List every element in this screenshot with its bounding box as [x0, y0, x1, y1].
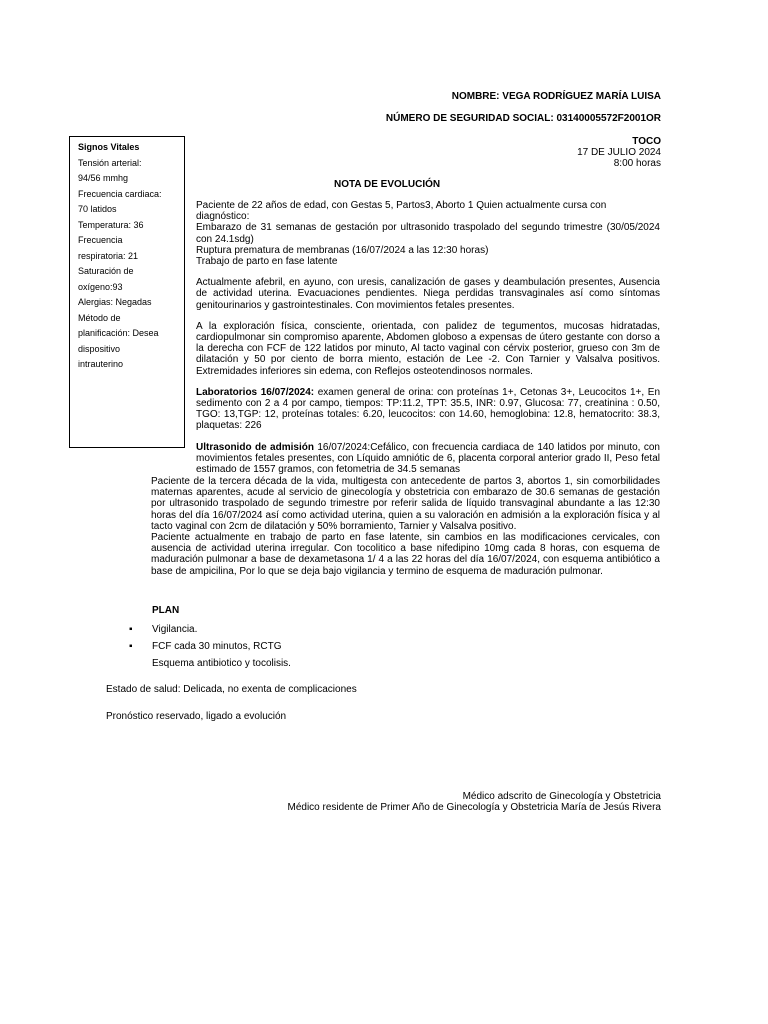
plan-item-text: Vigilancia.: [152, 624, 198, 635]
social-security-number: NÚMERO DE SEGURIDAD SOCIAL: 03140005572F2001OR: [385, 113, 661, 124]
clinical-summary: [151, 476, 660, 577]
ultrasound-label: Ultrasonido de admisión: [196, 441, 314, 453]
vital-line: Saturación de: [78, 266, 134, 276]
diagnosis-line: Paciente de 22 años de edad, con Gestas 5, Partos3, Aborto 1 Quien actualmente cursa con diagnóstico:: [196, 200, 607, 223]
square-bullet-icon: ▪: [129, 641, 133, 652]
vital-signs-title: Signos Vitales: [78, 142, 140, 152]
physical-exam-paragraph: A la exploración física, consciente, orientada, con palidez de tegumentos, mucosas hidratadas, cardiopulmonar sin compromiso aparente, Abdomen globoso a expensas de útero gestante con dorso a la derecha con FCF de 122 latidos por minuto, Al tacto vaginal con cérvix posterior, grueso con 3m de dilatación y 50 por ciento de borra miento, estación de Lee -2. Con Tarnier y Valsalva positivos. Extremidades inferiores sin edema, con Reflejos osteotendinosos normales.: [196, 320, 660, 377]
health-status: Estado de salud: Delicada, no exenta de complicaciones: [106, 684, 357, 695]
plan-item: [129, 624, 291, 641]
diagnosis-line: Ruptura prematura de membranas (16/07/2024 a las 12:30 horas): [196, 244, 489, 256]
vital-line: Frecuencia cardiaca:: [78, 188, 162, 199]
plan-item-text: Esquema antibiotico y tocolisis.: [152, 658, 291, 669]
vital-line: Temperatura: 36: [78, 219, 144, 230]
plan-item: [129, 641, 291, 658]
header-meta: [577, 136, 661, 169]
prognosis: Pronóstico reservado, ligado a evolución: [106, 711, 287, 722]
note-time: 8:00 horas: [613, 158, 661, 169]
vital-line: Alergias: Negadas: [78, 297, 152, 307]
summary-paragraph: Paciente actualmente en trabajo de parto en fase latente, sin cambios en las modificaciones cervicales, con ausencia de actividad uterina irregular. Con tocolitico a base nifedipino 10mg cada 8 horas, con esquema de maduración pulmonar a base de dexametasona 1/ 4 a las 22 horas del día 16/07/2024, con esquema antibiótico a base de ampicilina, Por lo que se deja bajo vigilancia y termino de esquema de maduración pulmonar.: [151, 532, 660, 577]
note-title: NOTA DE EVOLUCIÓN: [334, 179, 441, 190]
square-bullet-icon: ▪: [129, 624, 133, 635]
signature-block: [287, 791, 661, 813]
diagnosis-line: Trabajo de parto en fase latente: [196, 256, 338, 268]
vital-line: Tensión arterial:: [78, 157, 142, 168]
vital-line: Método de: [78, 312, 121, 323]
plan-item-text: FCF cada 30 minutos, RCTG: [152, 641, 282, 652]
vital-line: 94/56 mmhg: [78, 173, 129, 183]
ultrasound-paragraph: [196, 442, 660, 476]
note-date: 17 DE JULIO 2024: [577, 147, 661, 158]
plan-section: [129, 605, 291, 675]
diagnosis-line: Embarazo de 31 semanas de gestación por ultrasonido traspolado del segundo trimestre (30/05/2024 con 24.1sdg): [196, 222, 660, 245]
vital-line: intrauterino: [78, 359, 124, 369]
vital-line: planificación: Desea: [78, 328, 159, 338]
vital-line: oxígeno:93: [78, 281, 123, 292]
vital-signs-box: [69, 136, 185, 448]
current-status-paragraph: Actualmente afebril, en ayuno, con uresis, canalización de gases y deambulación presentes, Ausencia de actividad uterina. Evacuaciones pendientes. Niega perdidas transvaginales así como síntomas genitourinarios y gastrointestinales. Con movimientos fetales presentes.: [196, 277, 660, 311]
vital-line: dispositivo: [78, 343, 121, 354]
vital-line: respiratoria: 21: [78, 250, 139, 261]
plan-item: [152, 658, 291, 675]
evolution-note-body: [196, 200, 660, 475]
plan-title: PLAN: [152, 605, 180, 616]
labs-text: examen general de orina: con proteínas 1+, Cetonas 3+, Leucocitos 1+, En sedimento con 2 a 4 por campo, tiempos: TP:11.2, TPT: 35.5, INR: 0.97, Glucosa: 77, creatinina : 0.50, TGO: 13,TGP: 12, proteínas totales: 6.20, leucocitos: con 14.60, hemoglobina: 12.8, hematocrito: 38.3, plaquetas: 226: [196, 386, 661, 432]
resident-physician: Médico residente de Primer Año de Ginecología y Obstetricia María de Jesús Rivera: [287, 802, 661, 814]
attending-physician: Médico adscrito de Ginecología y Obstetricia: [462, 791, 661, 802]
vital-line: 70 latidos: [78, 204, 117, 214]
vital-line: Frecuencia: [78, 235, 123, 245]
diagnosis-paragraph: [196, 200, 660, 267]
labs-paragraph: [196, 387, 660, 432]
ultrasound-text: 16/07/2024:Cefálico, con frecuencia cardiaca de 140 latidos por minuto, con movimientos fetales presentes, con Líquido amniótic de 6, placenta corporal anterior grado II, Peso fetal estimado de 1557 gramos, con fetometria de 34.5 semanas: [196, 441, 660, 476]
area-label: TOCO: [632, 136, 661, 147]
summary-paragraph: Paciente de la tercera década de la vida, multigesta con antecedente de partos 3, abortos 1, sin comorbilidades maternas aparentes, acude al servicio de ginecología y obstetricia con embarazo de 30.6 semanas de gestación por ultrasonido traspolado de segundo trimestre por referir salida de líquido transvaginal abundante a las 12:30 horas del día 16/07/2024 así como actividad uterina, quien a su valoración en admisión a la exploración física y al tacto vaginal con 2cm de dilatación y 50% borramiento, Tarnier y Valsalva positivo.: [151, 476, 660, 532]
patient-name: NOMBRE: VEGA RODRÍGUEZ MARÍA LUISA: [451, 91, 661, 102]
labs-label: Laboratorios 16/07/2024:: [196, 386, 315, 398]
